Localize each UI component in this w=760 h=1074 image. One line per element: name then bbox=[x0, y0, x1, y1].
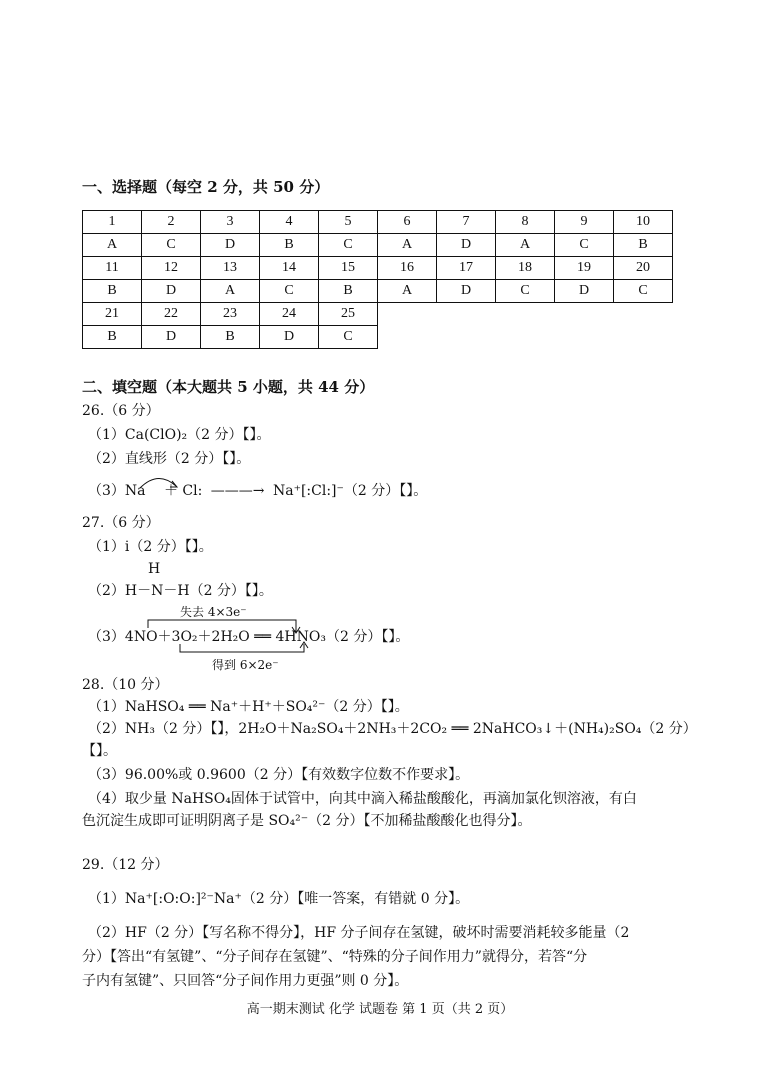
q26-part3-left: （3）Na bbox=[88, 483, 146, 499]
table-empty-cell bbox=[496, 326, 555, 349]
q26-part2: （2）直线形（2 分）【】。 bbox=[88, 451, 251, 467]
page-footer: 高一期末测试 化学 试题卷 第 1 页（共 2 页） bbox=[246, 1002, 514, 1017]
table-cell: 21 bbox=[83, 303, 142, 326]
q26-part3-right: Na⁺[:Cl:]⁻（2 分）【】。 bbox=[272, 483, 428, 499]
table-cell: 14 bbox=[260, 257, 319, 280]
q28-part2b: 【】。 bbox=[82, 743, 117, 759]
table-cell: 18 bbox=[496, 257, 555, 280]
table-row bbox=[83, 280, 673, 303]
table-cell: C bbox=[496, 280, 555, 303]
table-row bbox=[83, 303, 673, 326]
q29-part1: （1）Na⁺[:O:O:]²⁻Na⁺（2 分）【唯一答案，有错就 0 分】。 bbox=[88, 891, 470, 907]
table-cell: D bbox=[437, 234, 496, 257]
table-empty-cell bbox=[378, 303, 437, 326]
table-cell: C bbox=[319, 326, 378, 349]
table-cell: 11 bbox=[83, 257, 142, 280]
table-empty-cell bbox=[555, 303, 614, 326]
table-cell: D bbox=[142, 326, 201, 349]
q29-part2b: 分）【答出“有氢键”、“分子间存在氢键”、“特殊的分子间作用力”就得分，若答“分 bbox=[82, 949, 588, 965]
table-cell: D bbox=[437, 280, 496, 303]
q29-part2a: （2）HF（2 分）【写名称不得分】，HF 分子间存在氢键，破坏时需要消耗较多能量（2 bbox=[88, 925, 630, 941]
q26-part3-plus: ＋ bbox=[163, 483, 178, 499]
table-cell: 2 bbox=[142, 211, 201, 234]
table-cell: B bbox=[614, 234, 673, 257]
table-cell: 19 bbox=[555, 257, 614, 280]
q29-part2c: 子内有氢键”、只回答“分子间作用力更强”则 0 分】。 bbox=[82, 973, 409, 989]
section1-title: 一、选择题（每空 2 分，共 50 分） bbox=[82, 178, 330, 196]
table-cell: 8 bbox=[496, 211, 555, 234]
q26-heading: 26.（6 分） bbox=[82, 403, 160, 419]
q26-part1: （1）Ca(ClO)₂（2 分）【】。 bbox=[88, 427, 271, 443]
table-cell: 10 bbox=[614, 211, 673, 234]
q28-part3: （3）96.00%或 0.9600（2 分）【有效数字位数不作要求】。 bbox=[88, 767, 470, 783]
table-cell: 17 bbox=[437, 257, 496, 280]
table-cell: D bbox=[555, 280, 614, 303]
table-cell: 23 bbox=[201, 303, 260, 326]
table-cell: 3 bbox=[201, 211, 260, 234]
table-cell: C bbox=[260, 280, 319, 303]
q28-part1: （1）NaHSO₄ ══ Na⁺＋H⁺＋SO₄²⁻（2 分）【】。 bbox=[88, 699, 409, 715]
table-empty-cell bbox=[496, 303, 555, 326]
table-cell: C bbox=[319, 234, 378, 257]
table-cell: 4 bbox=[260, 211, 319, 234]
table-empty-cell bbox=[437, 326, 496, 349]
table-cell: D bbox=[201, 234, 260, 257]
q27-lose-electrons: 失去 4×3e⁻ bbox=[180, 605, 247, 619]
table-cell: 5 bbox=[319, 211, 378, 234]
table-cell: 16 bbox=[378, 257, 437, 280]
table-row bbox=[83, 234, 673, 257]
table-cell: 24 bbox=[260, 303, 319, 326]
table-cell: A bbox=[201, 280, 260, 303]
answer-table bbox=[82, 210, 673, 349]
table-cell: A bbox=[378, 280, 437, 303]
table-cell: 20 bbox=[614, 257, 673, 280]
section2-title: 二、填空题（本大题共 5 小题，共 44 分） bbox=[82, 378, 375, 396]
q28-heading: 28.（10 分） bbox=[82, 677, 169, 693]
table-cell: 6 bbox=[378, 211, 437, 234]
q26-part3-arrow: ———→ bbox=[210, 483, 265, 499]
q27-structure-h: H bbox=[148, 561, 161, 577]
q27-part1: （1）i（2 分）【】。 bbox=[88, 539, 213, 555]
q27-part2: （2）H－N－H（2 分）【】。 bbox=[88, 583, 273, 599]
table-cell: D bbox=[260, 326, 319, 349]
table-cell: B bbox=[83, 280, 142, 303]
table-row bbox=[83, 257, 673, 280]
q28-part4b: 色沉淀生成即可证明阴离子是 SO₄²⁻（2 分）【不加稀盐酸酸化也得分】。 bbox=[82, 813, 532, 829]
table-cell: 15 bbox=[319, 257, 378, 280]
q28-part4a: （4）取少量 NaHSO₄固体于试管中，向其中滴入稀盐酸酸化，再滴加氯化钡溶液，有白 bbox=[88, 791, 637, 807]
table-cell: 25 bbox=[319, 303, 378, 326]
table-empty-cell bbox=[555, 326, 614, 349]
table-cell: C bbox=[614, 280, 673, 303]
table-cell: 22 bbox=[142, 303, 201, 326]
q28-part2a: （2）NH₃（2 分）【】，2H₂O＋Na₂SO₄＋2NH₃＋2CO₂ ══ 2NaHCO₃↓＋(NH₄)₂SO₄（2 分） bbox=[88, 721, 697, 737]
table-cell: B bbox=[83, 326, 142, 349]
table-cell: A bbox=[83, 234, 142, 257]
table-cell: 7 bbox=[437, 211, 496, 234]
table-cell: 13 bbox=[201, 257, 260, 280]
table-empty-cell bbox=[614, 303, 673, 326]
table-cell: D bbox=[142, 280, 201, 303]
table-cell: C bbox=[142, 234, 201, 257]
q26-part3-cl: Cl: bbox=[182, 483, 203, 499]
q27-part3: （3）4NO＋3O₂＋2H₂O ══ 4HNO₃（2 分）【】。 bbox=[88, 629, 410, 645]
q27-gain-electrons: 得到 6×2e⁻ bbox=[212, 658, 279, 672]
table-empty-cell bbox=[378, 326, 437, 349]
table-cell: C bbox=[555, 234, 614, 257]
table-cell: 9 bbox=[555, 211, 614, 234]
q26-part3 bbox=[88, 482, 427, 500]
table-empty-cell bbox=[614, 326, 673, 349]
table-row bbox=[83, 211, 673, 234]
table-empty-cell bbox=[437, 303, 496, 326]
table-cell: A bbox=[378, 234, 437, 257]
table-cell: 1 bbox=[83, 211, 142, 234]
q29-heading: 29.（12 分） bbox=[82, 857, 169, 873]
table-cell: A bbox=[496, 234, 555, 257]
table-cell: B bbox=[319, 280, 378, 303]
q27-heading: 27.（6 分） bbox=[82, 515, 160, 531]
table-row bbox=[83, 326, 673, 349]
table-cell: 12 bbox=[142, 257, 201, 280]
table-cell: B bbox=[260, 234, 319, 257]
table-cell: B bbox=[201, 326, 260, 349]
